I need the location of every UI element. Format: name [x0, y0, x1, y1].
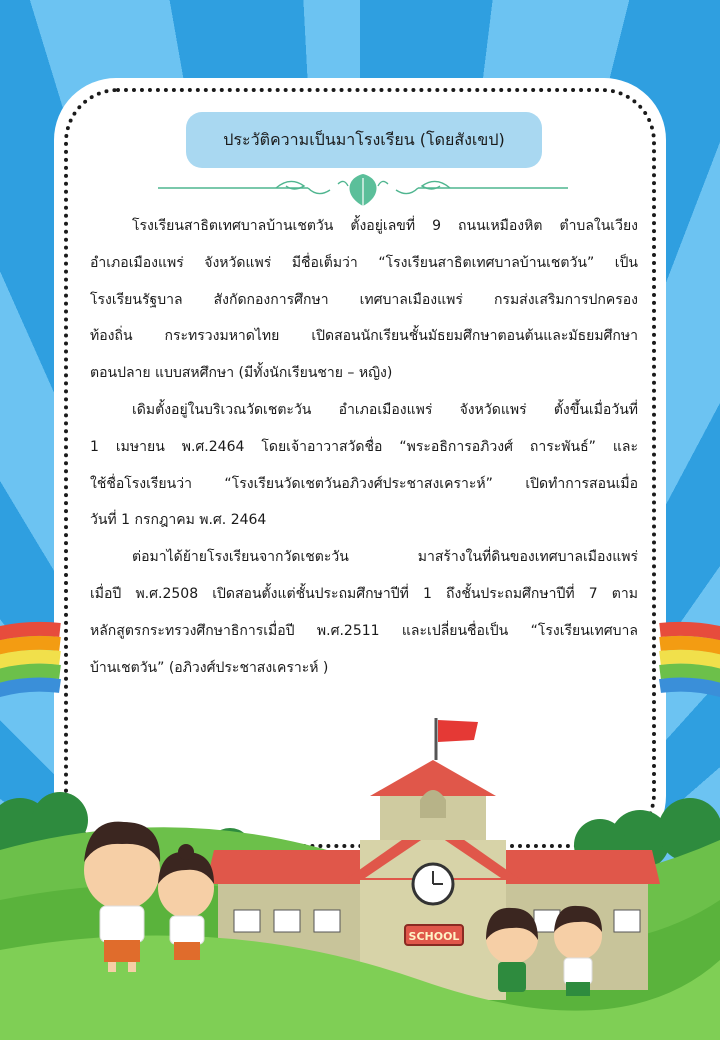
text-line: บ้านเชตวัน” (อภิวงศ์ประชาสงเคราะห์ ) [90, 659, 329, 676]
text-line: อำเภอเมืองแพร่ จังหวัดแพร่ มีชื่อเต็มว่า “โรงเรียนสาธิตเทศบาลบ้านเชตวัน” เป็น [90, 254, 638, 271]
text-line: ต่อมาได้ย้ายโรงเรียนจากวัดเชตะวัน มาสร้างในที่ดินของเทศบาลเมืองแพร่ [132, 549, 638, 566]
text-line: หลักสูตรกระทรวงศึกษาธิการเมื่อปี พ.ศ.2511 และเปลี่ยนชื่อเป็น “โรงเรียนเทศบาล [90, 622, 638, 639]
school-illustration [0, 620, 720, 1040]
text-line: เมื่อปี พ.ศ.2508 เปิดสอนตั้งแต่ชั้นประถมศึกษาปีที่ 1 ถึงชั้นประถมศึกษาปีที่ 7 ตาม [90, 585, 638, 602]
leaf-divider [158, 170, 568, 210]
text-line: ใช้ชื่อโรงเรียนว่า “โรงเรียนวัดเชตวันอภิวงศ์ประชาสงเคราะห์” เปิดทำการสอนเมื่อ [90, 475, 638, 492]
text-line: โรงเรียนรัฐบาล สังกัดกองการศึกษา เทศบาลเมืองแพร่ กรมส่งเสริมการปกครอง [90, 291, 638, 308]
text-line: วันที่ 1 กรกฎาคม พ.ศ. 2464 [90, 512, 267, 529]
text-line: ท้องถิ่น กระทรวงมหาดไทย เปิดสอนนักเรียนชั้นมัธยมศึกษาตอนต้นและมัธยมศึกษา [90, 328, 638, 345]
title-banner [186, 112, 542, 168]
text-line: ตอนปลาย แบบสหศึกษา (มีทั้งนักเรียนชาย – หญิง) [90, 365, 393, 382]
text-line: โรงเรียนสาธิตเทศบาลบ้านเชตวัน ตั้งอยู่เลขที่ 9 ถนนเหมืองหิต ตำบลในเวียง [132, 218, 638, 234]
text-line: เดิมตั้งอยู่ในบริเวณวัดเชตะวัน อำเภอเมืองแพร่ จังหวัดแพร่ ตั้งขึ้นเมื่อวันที่ [132, 401, 638, 418]
history-text [90, 208, 638, 686]
text-line: 1 เมษายน พ.ศ.2464 โดยเจ้าอาวาสวัดชื่อ “พระอธิการอภิวงศ์ ถาระพันธ์” และ [90, 438, 638, 455]
school-sign: SCHOOL [408, 930, 460, 943]
page-title: ประวัติความเป็นมาโรงเรียน (โดยสังเขป) [223, 129, 505, 149]
